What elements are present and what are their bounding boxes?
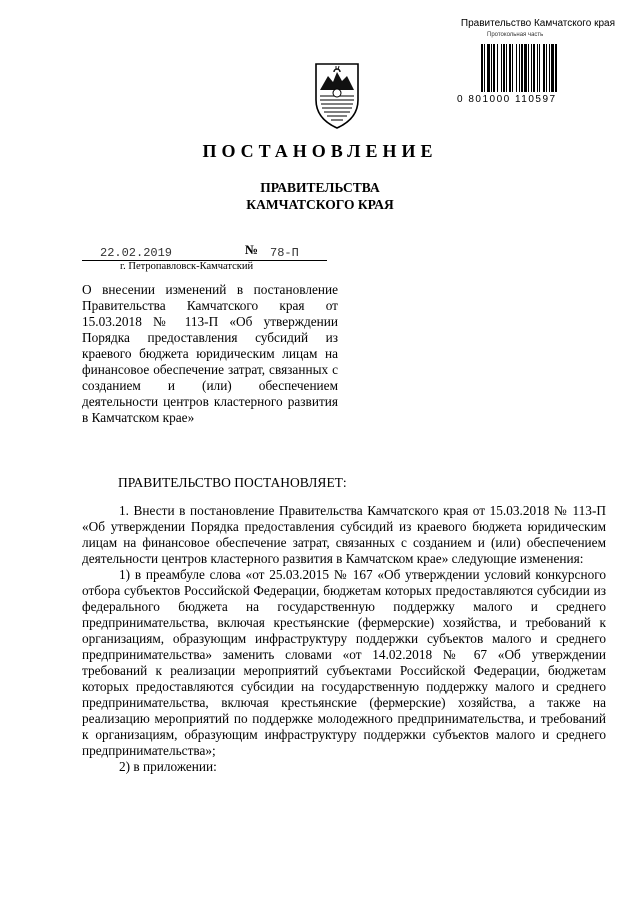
body-paragraph-3: 2) в приложении: — [119, 759, 217, 774]
document-number: 78-П — [270, 246, 299, 260]
document-city: г. Петропавловск-Камчатский — [120, 261, 254, 272]
barcode — [480, 44, 598, 94]
barcode-number: 0 801000 110597 — [457, 94, 557, 105]
issuer-block — [0, 179, 640, 213]
decree-line: ПРАВИТЕЛЬСТВО ПОСТАНОВЛЯЕТ: — [118, 475, 347, 490]
body-paragraph-2: 1) в преамбуле слова «от 25.03.2015 № 167 «Об утверждении условий конкурсного отбора субъектов Российской Федерации, бюджетам которых предоставляются субсидии из федерального бюджета на государственную поддержку малого и среднего предпринимательства, включая крестьянские (фермерские) хозяйства, и требований к организациям, образующим инфраструктуру поддержки субъектов малого и среднего предпринимательства» заменить словами «от 14.02.2018 № 67 «Об утверждении требований к реализации мероприятий субъектами Российской Федерации, бюджетам которых предоставляются субсидии на государственную поддержку малого и среднего предпринимательства, включая крестьянские (фермерские) хозяйства, а также на реализацию мероприятий по поддержке молодежного предпринимательства, и требований к организациям, образующим инфраструктуру поддержки субъектов малого и среднего предпринимательства»; — [82, 567, 606, 758]
stamp-organization: Правительство Камчатского края — [460, 18, 615, 29]
registration-stamp — [445, 18, 615, 105]
document-body — [82, 503, 606, 775]
issuer-line-1: ПРАВИТЕЛЬСТВА — [260, 180, 380, 195]
number-sign: № — [245, 242, 259, 257]
stamp-subtitle: Протокольная часть — [487, 32, 544, 38]
issuer-line-2: КАМЧАТСКОГО КРАЯ — [246, 197, 394, 212]
document-summary: О внесении изменений в постановление Правительства Камчатского края от 15.03.2018 № 113-П «Об утверждении Порядка предоставления субсидий из краевого бюджета юридическим лицам на финансовое обеспечение затрат, связанных с созданием и (или) обеспечением деятельности центров кластерного развития в Камчатском крае» — [82, 282, 338, 425]
document-date: 22.02.2019 — [100, 246, 173, 260]
document-type-title: ПОСТАНОВЛЕНИЕ — [202, 141, 438, 161]
coat-of-arms-icon — [314, 62, 360, 135]
body-paragraph-1: 1. Внести в постановление Правительства Камчатского края от 15.03.2018 № 113-П «Об утверждении Порядка предоставления субсидий из краевого бюджета юридическим лицам на финансовое обеспечение затрат, связанных с созданием и (или) обеспечением деятельности центров кластерного развития в Камчатском крае» следующие изменения: — [82, 503, 606, 566]
